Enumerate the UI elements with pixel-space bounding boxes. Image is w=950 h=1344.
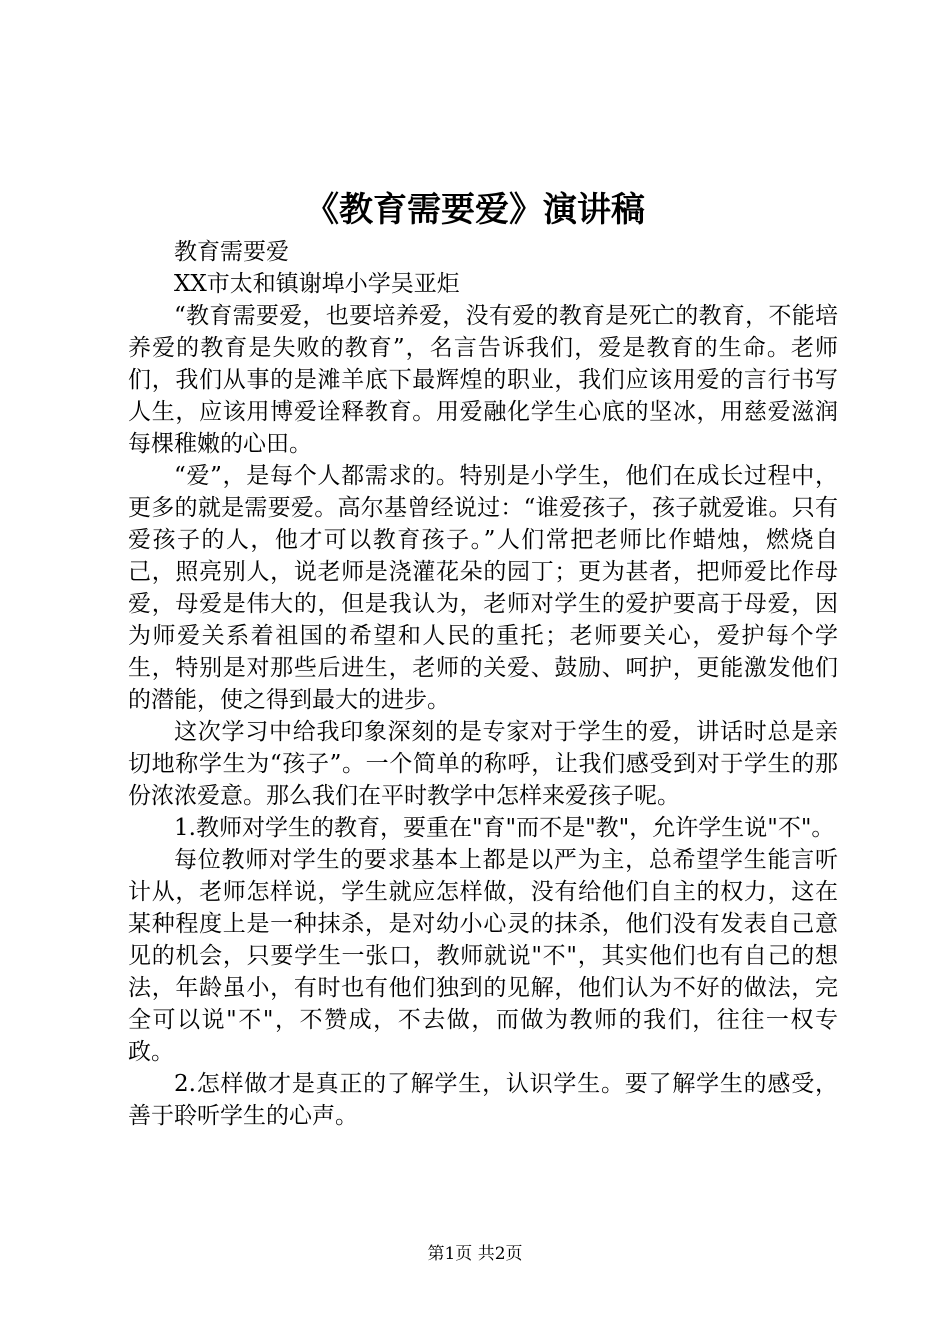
- page-number: 第1页 共2页: [427, 1244, 523, 1264]
- document-body: [128, 236, 838, 1132]
- paragraph-point-2: 2.怎样做才是真正的了解学生，认识学生。要了解学生的感受，善于聆听学生的心声。: [128, 1071, 838, 1129]
- paragraph: 这次学习中给我印象深刻的是专家对于学生的爱，讲话时总是亲切地称学生为“孩子”。一个简单的称呼，让我们感受到对于学生的那份浓浓爱意。那么我们在平时教学中怎样来爱孩子呢。: [128, 719, 838, 809]
- paragraph: 每位教师对学生的要求基本上都是以严为主，总希望学生能言听计从，老师怎样说，学生就应怎样做，没有给他们自主的权力，这在某种程度上是一种抹杀，是对幼小心灵的抹杀，他们没有发表自己意见的机会，只要学生一张口，教师就说"不"，其实他们也有自己的想法，年龄虽小，有时也有他们独到的见解，他们认为不好的做法，完全可以说"不"，不赞成，不去做，而做为教师的我们，往往一权专政。: [128, 847, 838, 1065]
- paragraph: “教育需要爱，也要培养爱，没有爱的教育是死亡的教育，不能培养爱的教育是失败的教育”，名言告诉我们，爱是教育的生命。老师们，我们从事的是滩羊底下最辉煌的职业，我们应该用爱的言行书写人生，应该用博爱诠释教育。用爱融化学生心底的坚冰，用慈爱滋润每棵稚嫩的心田。: [128, 303, 838, 457]
- paragraph-subtitle: 教育需要爱: [174, 239, 289, 265]
- paragraph-point-1: 1.教师对学生的教育，要重在"育"而不是"教"，允许学生说"不"。: [174, 815, 835, 841]
- paragraph-author: XX市太和镇谢埠小学吴亚炬: [174, 271, 460, 297]
- paragraph: “爱”，是每个人都需求的。特别是小学生，他们在成长过程中，更多的就是需要爱。高尔基曾经说过：“谁爱孩子，孩子就爱谁。只有爱孩子的人，他才可以教育孩子。”人们常把老师比作蜡烛，燃烧自己，照亮别人，说老师是浇灌花朵的园丁；更为甚者，把师爱比作母爱，母爱是伟大的，但是我认为，老师对学生的爱护要高于母爱，因为师爱关系着祖国的希望和人民的重托；老师要关心，爱护每个学生，特别是对那些后进生，老师的关爱、鼓励、呵护，更能激发他们的潜能，使之得到最大的进步。: [128, 463, 838, 713]
- document-title: 《教育需要爱》演讲稿: [305, 190, 645, 230]
